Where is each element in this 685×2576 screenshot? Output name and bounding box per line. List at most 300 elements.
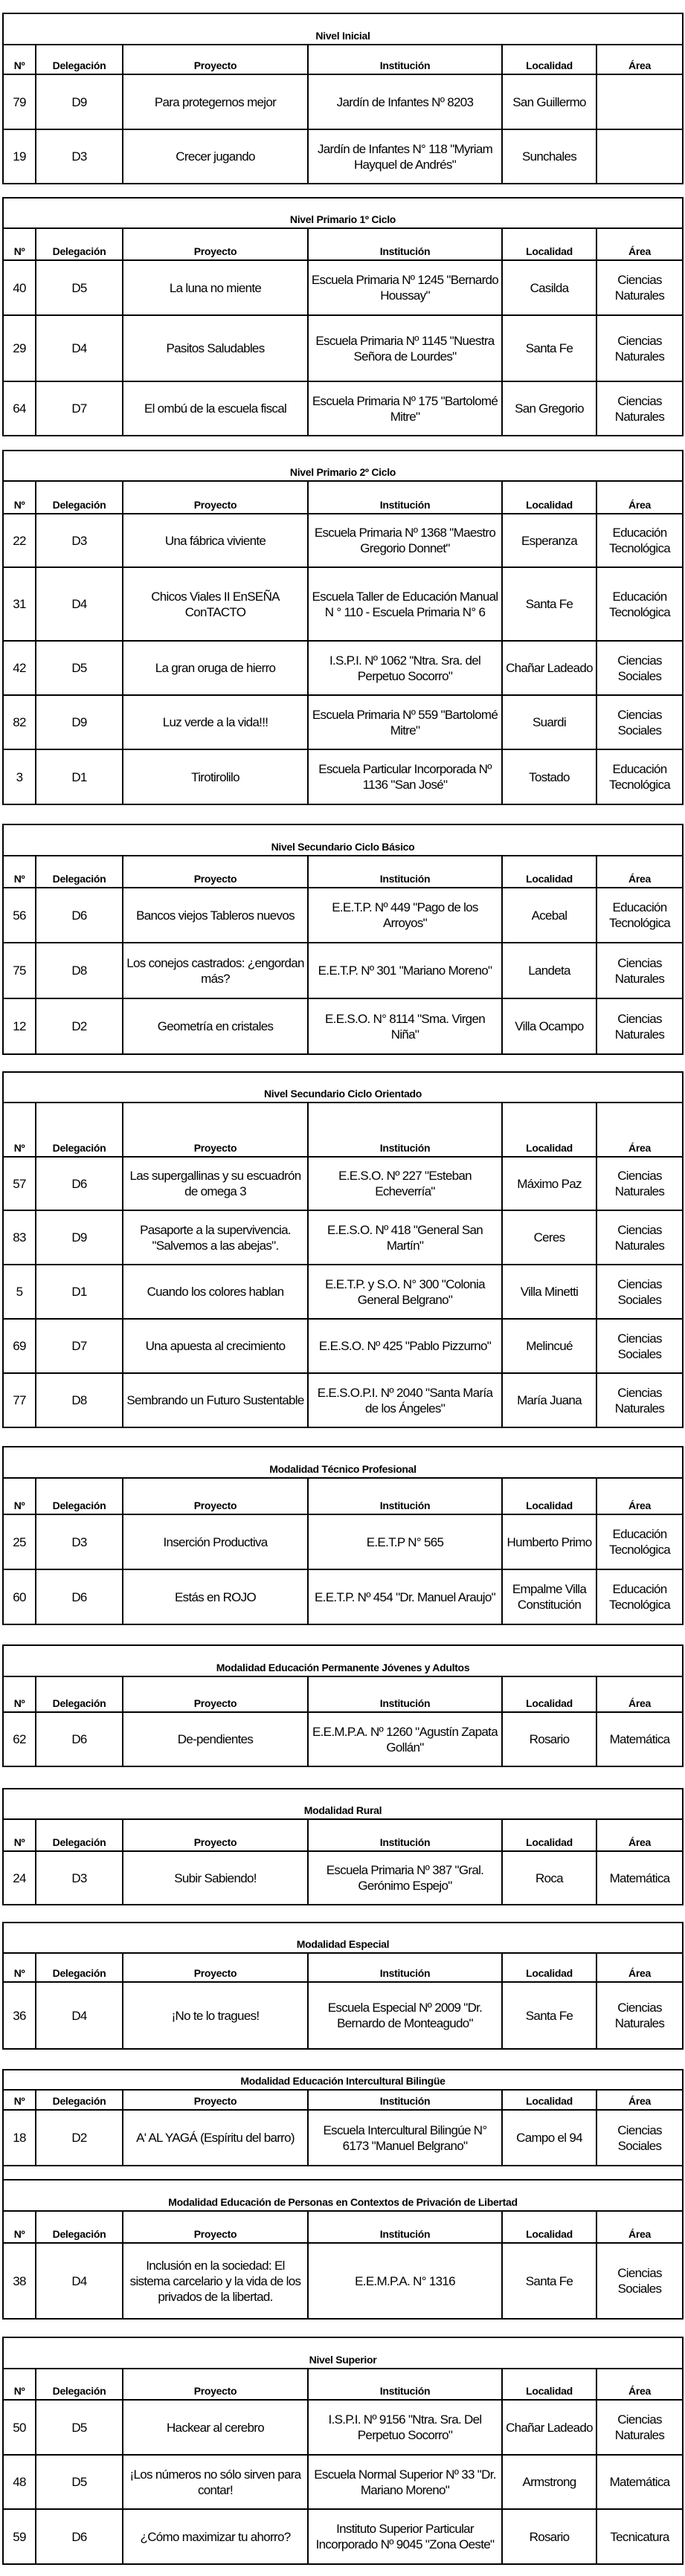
cell-area: Ciencias Sociales <box>596 2111 682 2165</box>
column-header-locality: Localidad <box>501 45 596 74</box>
cell-project: Crecer jugando <box>122 130 307 183</box>
table-title: Nivel Superior <box>309 2354 377 2366</box>
table-title: Nivel Primario 1º Ciclo <box>289 213 396 225</box>
cell-institution: E.E.T.P N° 565 <box>307 1515 501 1569</box>
column-header-project: Proyecto <box>122 1954 307 1981</box>
cell-locality: Landeta <box>501 943 596 998</box>
cell-project: Pasaporte a la supervivencia. "Salvemos a las abejas". <box>122 1211 307 1264</box>
table-row <box>4 1514 682 1569</box>
column-header-area: Área <box>596 482 682 513</box>
column-header-project: Proyecto <box>122 1820 307 1850</box>
column-header-delegation: Delegación <box>35 1479 122 1514</box>
column-header-locality: Localidad <box>501 1103 596 1156</box>
table-header-row <box>4 1102 682 1156</box>
cell-locality: Armstrong <box>501 2456 596 2508</box>
cell-area: Ciencias Naturales <box>596 316 682 381</box>
cell-area: Ciencias Naturales <box>596 1374 682 1427</box>
cell-delegation: D9 <box>35 1211 122 1264</box>
table-row <box>4 2242 682 2318</box>
cell-project: Las supergallinas y su escuadrón de omega 3 <box>122 1158 307 1210</box>
table-title: Nivel Secundario Ciclo Orientado <box>263 1088 422 1100</box>
cell-number: 64 <box>13 401 26 416</box>
cell-delegation: D6 <box>35 1713 122 1766</box>
cell-number: 59 <box>13 2529 26 2544</box>
cell-project: Tirotirolilo <box>122 750 307 804</box>
cell-project: Bancos viejos Tableros nuevos <box>122 888 307 942</box>
cell-institution: Escuela Taller de Educación Manual N ° 110 - Escuela Primaria N° 6 <box>307 568 501 640</box>
cell-locality: Empalme Villa Constitución <box>501 1570 596 1624</box>
table-row <box>4 513 682 566</box>
cell-area: Ciencias Naturales <box>596 1983 682 2048</box>
cell-institution: E.E.S.O. Nº 227 "Esteban Echeverría" <box>307 1158 501 1210</box>
projects-table <box>2 1071 684 1428</box>
cell-number: 75 <box>13 963 26 978</box>
cell-area: Ciencias Sociales <box>596 2244 682 2318</box>
cell-number: 5 <box>16 1285 23 1299</box>
cell-institution: Escuela Intercultural Bilingúe N° 6173 "Manuel Belgrano" <box>307 2111 501 2165</box>
cell-delegation: D6 <box>35 1158 122 1210</box>
column-header-locality: Localidad <box>501 2091 596 2109</box>
cell-locality: Casilda <box>501 261 596 314</box>
cell-project: Una fábrica viviente <box>122 514 307 566</box>
cell-delegation: D5 <box>35 261 122 314</box>
table-header-row <box>4 855 682 887</box>
cell-project: Hackear al cerebro <box>122 2401 307 2454</box>
cell-institution: Escuela Particular Incorporada Nº 1136 "San José" <box>307 750 501 804</box>
table-header-row <box>4 1818 682 1850</box>
column-header-institution: Institución <box>307 45 501 74</box>
cell-number: 69 <box>13 1339 26 1353</box>
column-header-delegation: Delegación <box>35 229 122 259</box>
column-header-institution: Institución <box>307 856 501 887</box>
column-header-project: Proyecto <box>122 1479 307 1514</box>
table-row <box>4 694 682 749</box>
cell-project: De-pendientes <box>122 1713 307 1766</box>
column-header-number: Nº <box>13 1697 25 1709</box>
cell-project: Para protegernos mejor <box>122 75 307 129</box>
cell-area: Tecnicatura <box>596 2510 682 2563</box>
cell-locality: Chañar Ladeado <box>501 2401 596 2454</box>
column-header-number: Nº <box>13 1967 25 1979</box>
column-header-delegation: Delegación <box>35 2091 122 2109</box>
cell-locality: San Gregorio <box>501 382 596 435</box>
projects-table <box>2 450 684 805</box>
column-header-delegation: Delegación <box>35 1954 122 1981</box>
column-header-number: Nº <box>13 59 25 71</box>
cell-institution: E.E.M.P.A. N° 1316 <box>307 2244 501 2318</box>
cell-locality: Esperanza <box>501 514 596 566</box>
table-title: Modalidad Técnico Profesional <box>269 1463 417 1475</box>
cell-institution: E.E.S.O. N° 8114 "Sma. Virgen Niña" <box>307 999 501 1053</box>
cell-locality: Santa Fe <box>501 2244 596 2318</box>
cell-number: 82 <box>13 715 26 729</box>
cell-locality: Santa Fe <box>501 316 596 381</box>
column-header-locality: Localidad <box>501 856 596 887</box>
column-header-area: Área <box>596 2369 682 2399</box>
cell-institution: Escuela Especial Nº 2009 "Dr. Bernardo de Monteagudo" <box>307 1983 501 2048</box>
table-row <box>4 2454 682 2508</box>
cell-locality: Máximo Paz <box>501 1158 596 1210</box>
cell-number: 48 <box>13 2475 26 2489</box>
cell-delegation: D2 <box>35 999 122 1053</box>
table-row <box>4 1264 682 1318</box>
cell-project: A' AL YAGÁ (Espíritu del barro) <box>122 2111 307 2165</box>
cell-delegation: D6 <box>35 2510 122 2563</box>
column-header-locality: Localidad <box>501 1677 596 1711</box>
column-header-area: Área <box>596 229 682 259</box>
column-header-locality: Localidad <box>501 482 596 513</box>
table-header-row <box>4 1952 682 1981</box>
cell-project: Una apuesta al crecimiento <box>122 1320 307 1372</box>
cell-locality: Rosario <box>501 1713 596 1766</box>
column-header-project: Proyecto <box>122 856 307 887</box>
cell-project: Chicos Viales II EnSEÑA ConTACTO <box>122 568 307 640</box>
column-header-number: Nº <box>13 245 25 257</box>
cell-number: 18 <box>13 2131 26 2145</box>
cell-delegation: D4 <box>35 1983 122 2048</box>
projects-table <box>2 1922 684 2050</box>
cell-area: Ciencias Naturales <box>596 1158 682 1210</box>
table-header-row <box>4 2210 682 2242</box>
table-row <box>4 129 682 183</box>
cell-institution: Escuela Primaria Nº 1145 "Nuestra Señora de Lourdes" <box>307 316 501 381</box>
cell-locality: Humberto Primo <box>501 1515 596 1569</box>
cell-institution: E.E.T.P. Nº 301 "Mariano Moreno" <box>307 943 501 998</box>
cell-number: 22 <box>13 533 26 548</box>
table-title: Modalidad Especial <box>296 1938 390 1950</box>
cell-locality: Roca <box>501 1852 596 1904</box>
column-header-locality: Localidad <box>501 2369 596 2399</box>
column-header-institution: Institución <box>307 1479 501 1514</box>
table-header-row <box>4 1477 682 1514</box>
cell-number: 62 <box>13 1732 26 1746</box>
column-header-project: Proyecto <box>122 482 307 513</box>
table-title: Modalidad Educación Intercultural Bilingüe <box>240 2075 446 2087</box>
table-header-row <box>4 1676 682 1711</box>
table-header-row <box>4 44 682 74</box>
column-header-institution: Institución <box>307 2091 501 2109</box>
table-title: Modalidad Rural <box>303 1804 382 1816</box>
cell-delegation: D3 <box>35 1515 122 1569</box>
table-row <box>4 749 682 804</box>
cell-number: 25 <box>13 1534 26 1549</box>
column-header-delegation: Delegación <box>35 45 122 74</box>
cell-institution: I.S.P.I. Nº 1062 "Ntra. Sra. del Perpetuo Socorro" <box>307 642 501 694</box>
cell-area: Ciencias Sociales <box>596 1265 682 1318</box>
cell-delegation: D8 <box>35 943 122 998</box>
cell-locality: Suardi <box>501 696 596 749</box>
cell-institution: Jardín de Infantes N° 118 "Myriam Hayquel de Andrés" <box>307 130 501 183</box>
cell-project: Geometría en cristales <box>122 999 307 1053</box>
table-row <box>4 1210 682 1264</box>
table-row <box>4 566 682 640</box>
column-header-area: Área <box>596 1677 682 1711</box>
table-title: Modalidad Educación de Personas en Contextos de Privación de Libertad <box>168 2196 518 2208</box>
cell-number: 36 <box>13 2008 26 2023</box>
table-header-row <box>4 227 682 259</box>
cell-project: ¿Cómo maximizar tu ahorro? <box>122 2510 307 2563</box>
table-row <box>4 1569 682 1624</box>
table-row <box>4 381 682 435</box>
table-row <box>4 259 682 314</box>
column-header-number: Nº <box>13 1836 25 1848</box>
cell-delegation: D2 <box>35 2111 122 2165</box>
cell-project: Inserción Productiva <box>122 1515 307 1569</box>
cell-area: Ciencias Sociales <box>596 696 682 749</box>
cell-locality: Rosario <box>501 2510 596 2563</box>
cell-institution: Escuela Primaria Nº 559 "Bartolomé Mitre" <box>307 696 501 749</box>
cell-institution: I.S.P.I. Nº 9156 "Ntra. Sra. Del Perpetuo Socorro" <box>307 2401 501 2454</box>
cell-area: Matemática <box>596 1852 682 1904</box>
cell-number: 29 <box>13 341 26 355</box>
cell-number: 12 <box>13 1019 26 1033</box>
cell-project: Pasitos Saludables <box>122 316 307 381</box>
column-header-number: Nº <box>13 499 25 511</box>
cell-delegation: D4 <box>35 568 122 640</box>
cell-number: 79 <box>13 94 26 109</box>
cell-project: La gran oruga de hierro <box>122 642 307 694</box>
table-row <box>4 2399 682 2454</box>
cell-area: Educación Tecnológica <box>596 888 682 942</box>
cell-area: Ciencias Sociales <box>596 642 682 694</box>
table-row <box>4 2508 682 2563</box>
column-header-project: Proyecto <box>122 45 307 74</box>
table-row <box>4 74 682 129</box>
column-header-area: Área <box>596 45 682 74</box>
cell-delegation: D9 <box>35 696 122 749</box>
cell-locality: Chañar Ladeado <box>501 642 596 694</box>
projects-table <box>2 2337 684 2565</box>
cell-area: Matemática <box>596 1713 682 1766</box>
column-header-number: Nº <box>13 1142 25 1154</box>
cell-number: 77 <box>13 1393 26 1407</box>
cell-institution: E.E.S.O. Nº 425 "Pablo Pizzurno" <box>307 1320 501 1372</box>
cell-area: Ciencias Naturales <box>596 261 682 314</box>
cell-delegation: D7 <box>35 1320 122 1372</box>
cell-number: 40 <box>13 280 26 295</box>
column-header-delegation: Delegación <box>35 1677 122 1711</box>
column-header-locality: Localidad <box>501 2212 596 2242</box>
column-header-project: Proyecto <box>122 2091 307 2109</box>
cell-delegation: D3 <box>35 1852 122 1904</box>
column-header-number: Nº <box>13 2095 25 2107</box>
cell-number: 50 <box>13 2420 26 2435</box>
table-row <box>4 314 682 381</box>
cell-locality: María Juana <box>501 1374 596 1427</box>
cell-institution: E.E.M.P.A. Nº 1260 "Agustín Zapata Gollán" <box>307 1713 501 1766</box>
cell-locality: Campo el 94 <box>501 2111 596 2165</box>
cell-institution: Escuela Normal Superior Nº 33 "Dr. Mariano Moreno" <box>307 2456 501 2508</box>
cell-institution: Escuela Primaria Nº 387 "Gral. Gerónimo Espejo" <box>307 1852 501 1904</box>
cell-project: Cuando los colores hablan <box>122 1265 307 1318</box>
cell-number: 24 <box>13 1870 26 1885</box>
cell-project: Sembrando un Futuro Sustentable <box>122 1374 307 1427</box>
table-row <box>4 1318 682 1372</box>
table-row <box>4 1850 682 1904</box>
column-header-locality: Localidad <box>501 1820 596 1850</box>
cell-number: 57 <box>13 1176 26 1191</box>
cell-number: 56 <box>13 908 26 923</box>
cell-locality: Ceres <box>501 1211 596 1264</box>
column-header-area: Área <box>596 1479 682 1514</box>
cell-project: ¡Los números no sólo sirven para contar! <box>122 2456 307 2508</box>
cell-delegation: D8 <box>35 1374 122 1427</box>
cell-delegation: D1 <box>35 750 122 804</box>
column-header-area: Área <box>596 1820 682 1850</box>
column-header-delegation: Delegación <box>35 482 122 513</box>
cell-institution: E.E.S.O.P.I. Nº 2040 "Santa María de los Ángeles" <box>307 1374 501 1427</box>
column-header-institution: Institución <box>307 1954 501 1981</box>
column-header-institution: Institución <box>307 2212 501 2242</box>
cell-locality: Santa Fe <box>501 1983 596 2048</box>
table-row <box>4 2109 682 2165</box>
cell-area: Educación Tecnológica <box>596 568 682 640</box>
cell-area: Matemática <box>596 2456 682 2508</box>
cell-number: 42 <box>13 661 26 675</box>
column-header-institution: Institución <box>307 1820 501 1850</box>
cell-project: Luz verde a la vida!!! <box>122 696 307 749</box>
cell-number: 31 <box>13 597 26 611</box>
cell-institution: Escuela Primaria Nº 175 "Bartolomé Mitre" <box>307 382 501 435</box>
cell-area: Ciencias Naturales <box>596 382 682 435</box>
cell-project: Estás en ROJO <box>122 1570 307 1624</box>
column-header-number: Nº <box>13 2385 25 2397</box>
cell-number: 60 <box>13 1589 26 1604</box>
projects-table <box>2 2179 684 2320</box>
column-header-project: Proyecto <box>122 1103 307 1156</box>
cell-area: Educación Tecnológica <box>596 1570 682 1624</box>
cell-institution: E.E.T.P. Nº 449 "Pago de los Arroyos" <box>307 888 501 942</box>
table-row <box>4 998 682 1053</box>
cell-locality: Tostado <box>501 750 596 804</box>
cell-locality: Villa Minetti <box>501 1265 596 1318</box>
projects-table <box>2 2069 684 2182</box>
column-header-area: Área <box>596 2212 682 2242</box>
cell-institution: Escuela Primaria Nº 1368 "Maestro Gregorio Donnet" <box>307 514 501 566</box>
column-header-institution: Institución <box>307 1103 501 1156</box>
cell-delegation: D5 <box>35 642 122 694</box>
table-row <box>4 1711 682 1766</box>
cell-area: Educación Tecnológica <box>596 750 682 804</box>
table-row <box>4 942 682 998</box>
table-header-row <box>4 480 682 513</box>
column-header-area: Área <box>596 1103 682 1156</box>
column-header-delegation: Delegación <box>35 2212 122 2242</box>
column-header-area: Área <box>596 2091 682 2109</box>
cell-locality: Santa Fe <box>501 568 596 640</box>
cell-institution: Instituto Superior Particular Incorporado Nº 9045 "Zona Oeste" <box>307 2510 501 2563</box>
column-header-institution: Institución <box>307 482 501 513</box>
column-header-institution: Institución <box>307 229 501 259</box>
table-row <box>4 640 682 694</box>
cell-area: Ciencias Sociales <box>596 1320 682 1372</box>
column-header-number: Nº <box>13 1500 25 1511</box>
cell-institution: Escuela Primaria Nº 1245 "Bernardo Houssay" <box>307 261 501 314</box>
table-row <box>4 887 682 942</box>
column-header-area: Área <box>596 856 682 887</box>
column-header-project: Proyecto <box>122 2369 307 2399</box>
cell-delegation: D9 <box>35 75 122 129</box>
table-row <box>4 1156 682 1210</box>
projects-table <box>2 197 684 436</box>
cell-number: 19 <box>13 149 26 164</box>
column-header-delegation: Delegación <box>35 1103 122 1156</box>
column-header-delegation: Delegación <box>35 1820 122 1850</box>
column-header-number: Nº <box>13 873 25 885</box>
table-title: Nivel Secundario Ciclo Básico <box>271 841 415 853</box>
table-title: Modalidad Educación Permanente Jóvenes y Adultos <box>216 1662 470 1673</box>
projects-table <box>2 13 684 184</box>
cell-locality: Acebal <box>501 888 596 942</box>
cell-delegation: D5 <box>35 2401 122 2454</box>
cell-delegation: D3 <box>35 514 122 566</box>
column-header-area: Área <box>596 1954 682 1981</box>
column-header-project: Proyecto <box>122 1677 307 1711</box>
cell-area: Ciencias Naturales <box>596 2401 682 2454</box>
cell-area: Ciencias Naturales <box>596 1211 682 1264</box>
column-header-number: Nº <box>13 2228 25 2240</box>
cell-locality: Villa Ocampo <box>501 999 596 1053</box>
cell-number: 38 <box>13 2273 26 2288</box>
projects-table <box>2 824 684 1055</box>
cell-area: Educación Tecnológica <box>596 514 682 566</box>
cell-project: Subir Sabiendo! <box>122 1852 307 1904</box>
cell-number: 3 <box>16 769 23 784</box>
cell-project: El ombú de la escuela fiscal <box>122 382 307 435</box>
projects-table <box>2 1446 684 1625</box>
cell-locality: Sunchales <box>501 130 596 183</box>
column-header-locality: Localidad <box>501 229 596 259</box>
cell-locality: Melincué <box>501 1320 596 1372</box>
cell-institution: E.E.S.O. Nº 418 "General San Martín" <box>307 1211 501 1264</box>
cell-institution: Jardín de Infantes Nº 8203 <box>307 75 501 129</box>
cell-delegation: D6 <box>35 1570 122 1624</box>
cell-delegation: D5 <box>35 2456 122 2508</box>
column-header-project: Proyecto <box>122 229 307 259</box>
cell-delegation: D7 <box>35 382 122 435</box>
cell-institution: E.E.T.P. Nº 454 "Dr. Manuel Araujo" <box>307 1570 501 1624</box>
cell-area: Ciencias Naturales <box>596 943 682 998</box>
cell-locality: San Guillermo <box>501 75 596 129</box>
cell-project: Inclusión en la sociedad: El sistema carcelario y la vida de los privados de la libertad. <box>122 2244 307 2318</box>
cell-area: Ciencias Naturales <box>596 999 682 1053</box>
column-header-delegation: Delegación <box>35 2369 122 2399</box>
table-row <box>4 1981 682 2048</box>
column-header-locality: Localidad <box>501 1479 596 1514</box>
cell-institution: E.E.T.P. y S.O. N° 300 "Colonia General Belgrano" <box>307 1265 501 1318</box>
column-header-project: Proyecto <box>122 2212 307 2242</box>
cell-project: Los conejos castrados: ¿engordan más? <box>122 943 307 998</box>
cell-project: ¡No te lo tragues! <box>122 1983 307 2048</box>
table-title: Nivel Inicial <box>315 30 370 42</box>
table-row <box>4 1372 682 1427</box>
cell-delegation: D4 <box>35 2244 122 2318</box>
cell-area: Educación Tecnológica <box>596 1515 682 1569</box>
cell-number: 83 <box>13 1230 26 1245</box>
cell-delegation: D3 <box>35 130 122 183</box>
cell-delegation: D6 <box>35 888 122 942</box>
cell-delegation: D4 <box>35 316 122 381</box>
cell-area <box>596 75 682 129</box>
table-header-row <box>4 2368 682 2399</box>
cell-delegation: D1 <box>35 1265 122 1318</box>
projects-table <box>2 1788 684 1905</box>
column-header-locality: Localidad <box>501 1954 596 1981</box>
column-header-institution: Institución <box>307 2369 501 2399</box>
projects-table <box>2 1644 684 1767</box>
table-title: Nivel Primario 2º Ciclo <box>289 466 396 478</box>
column-header-delegation: Delegación <box>35 856 122 887</box>
